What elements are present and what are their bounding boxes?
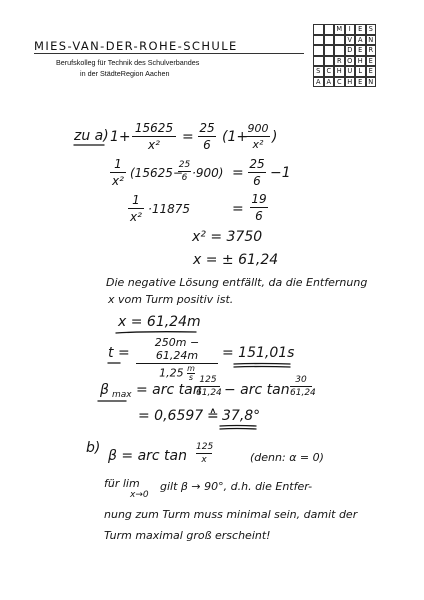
header-rule [34,53,304,54]
logo-letter: M [336,25,343,33]
logo-letter: N [368,77,374,86]
logo-letter: C [336,77,342,86]
logo-cell [324,24,335,35]
beta-eq2: = 0,6597 [138,408,204,424]
beta-subscript: max [112,390,132,400]
logo-letter: E [358,77,363,86]
part-a-label: zu a) [74,128,109,144]
explanation-line1: Die negative Lösung entfällt, da die Entfernung [106,276,368,289]
part-b-label: b) [86,440,101,456]
eq1-lhs: 1+ [110,129,131,145]
eq3-expr: ·11875 [148,202,190,216]
beta-frac2: 30 61,24 [290,375,316,398]
eq2-frac: 1 x² [110,157,126,188]
logo-cell [334,45,345,56]
school-logo [313,24,379,90]
eq3-equals: = [232,201,244,217]
logo-letter: E [358,46,363,54]
logo-letter: U [347,67,353,75]
logo-cell [324,35,335,46]
b-line2-post: gilt β → 90°, d.h. die Entfer- [160,480,313,493]
logo-cell [334,35,345,46]
eq1-paren-open: (1+ [222,129,249,145]
logo-letter: E [368,56,373,65]
logo-letter: R [368,46,374,54]
t-result-underline-1 [234,364,290,365]
logo-letter: V [347,35,352,44]
logo-letter: N [368,35,374,44]
beta-result-underline-1 [220,426,256,427]
eq1-frac3: 900 x² [247,122,269,151]
eq2-equals: = [232,165,244,181]
logo-letter: O [347,56,353,65]
eq1-equals: = [182,129,194,145]
eq1-paren-close: ) [272,129,278,145]
eq3-rhs-frac: 19 6 [251,192,267,223]
logo-letter: D [347,46,353,54]
explanation-line2: x vom Turm positiv ist. [108,293,234,306]
logo-letter: I [348,25,351,33]
result-x: x = 61,24m [118,314,201,330]
logo-letter: E [368,67,373,75]
logo-letter: H [336,67,342,75]
logo-cell [313,45,324,56]
t-result-underline-2 [234,367,290,368]
t-den-unit: $\frac{m}{s}$ [187,364,195,382]
eq3-frac: 1 x² [128,193,144,224]
school-subtitle-line1: Berufskolleg für Technik des Schulverbandes [56,58,200,67]
logo-letter: C [326,67,332,75]
b-line2-pre: für lim [104,477,140,490]
t-lhs: t = [108,345,130,361]
logo-cell [313,56,324,67]
b-line2-sub: x→0 [130,490,149,500]
eq2-inner-frac: 25 6 [178,160,191,183]
corresponds-symbol: ≙ [207,408,219,424]
beta-mid: − arc tan [224,382,290,398]
eq2-tail: −1 [270,165,291,181]
beta-eq1: = arc tan [136,382,202,398]
logo-letter: R [336,56,342,65]
result-x-underline [116,332,196,333]
eq2-rhs-frac: 25 6 [249,157,265,188]
eq1-frac2: 25 6 [199,121,215,152]
logo-letter: S [316,67,321,75]
eq4: x² = 3750 [192,229,263,245]
b-line4: Turm maximal groß erscheint! [104,529,271,542]
t-fraction: 250m − 61,24m 1,25 $\frac{m}{s}$ [136,336,218,382]
t-den-value: 1,25 [159,366,184,380]
b-line1-note: (denn: α = 0) [250,451,324,464]
school-subtitle-line2: in der StädteRegion Aachen [80,69,170,78]
beta-result-underline-2 [220,429,256,430]
t-rhs: = 151,01s [222,345,295,361]
school-name: MIES-VAN-DER-ROHE-SCHULE [34,39,238,53]
eq1-frac1: 15625 x² [132,121,176,152]
logo-cell [313,24,324,35]
logo-cell [324,45,335,56]
b-line1-expr: β = arc tan [108,448,187,464]
logo-letter: H [347,77,353,86]
logo-letter: H [357,56,363,65]
eq5: x = ± 61,24 [193,252,279,268]
logo-letter: S [368,25,373,33]
logo-letter: A [326,77,331,86]
beta-result: 37,8° [222,408,261,424]
b-line1-frac: 125 x [196,442,214,465]
b-line3: nung zum Turm muss minimal sein, damit der [104,508,358,521]
logo-cell [313,35,324,46]
eq2-expr: (15625− [130,166,183,180]
beta-frac1: 125 61,24 [196,375,222,398]
logo-cell [324,56,335,67]
logo-letter: A [315,77,321,86]
logo-letter: A [357,35,363,44]
logo-letter: L [358,67,363,75]
beta-symbol: β [100,382,109,398]
logo-letter: E [358,25,363,33]
eq2-expr2: ·900) [192,166,224,180]
